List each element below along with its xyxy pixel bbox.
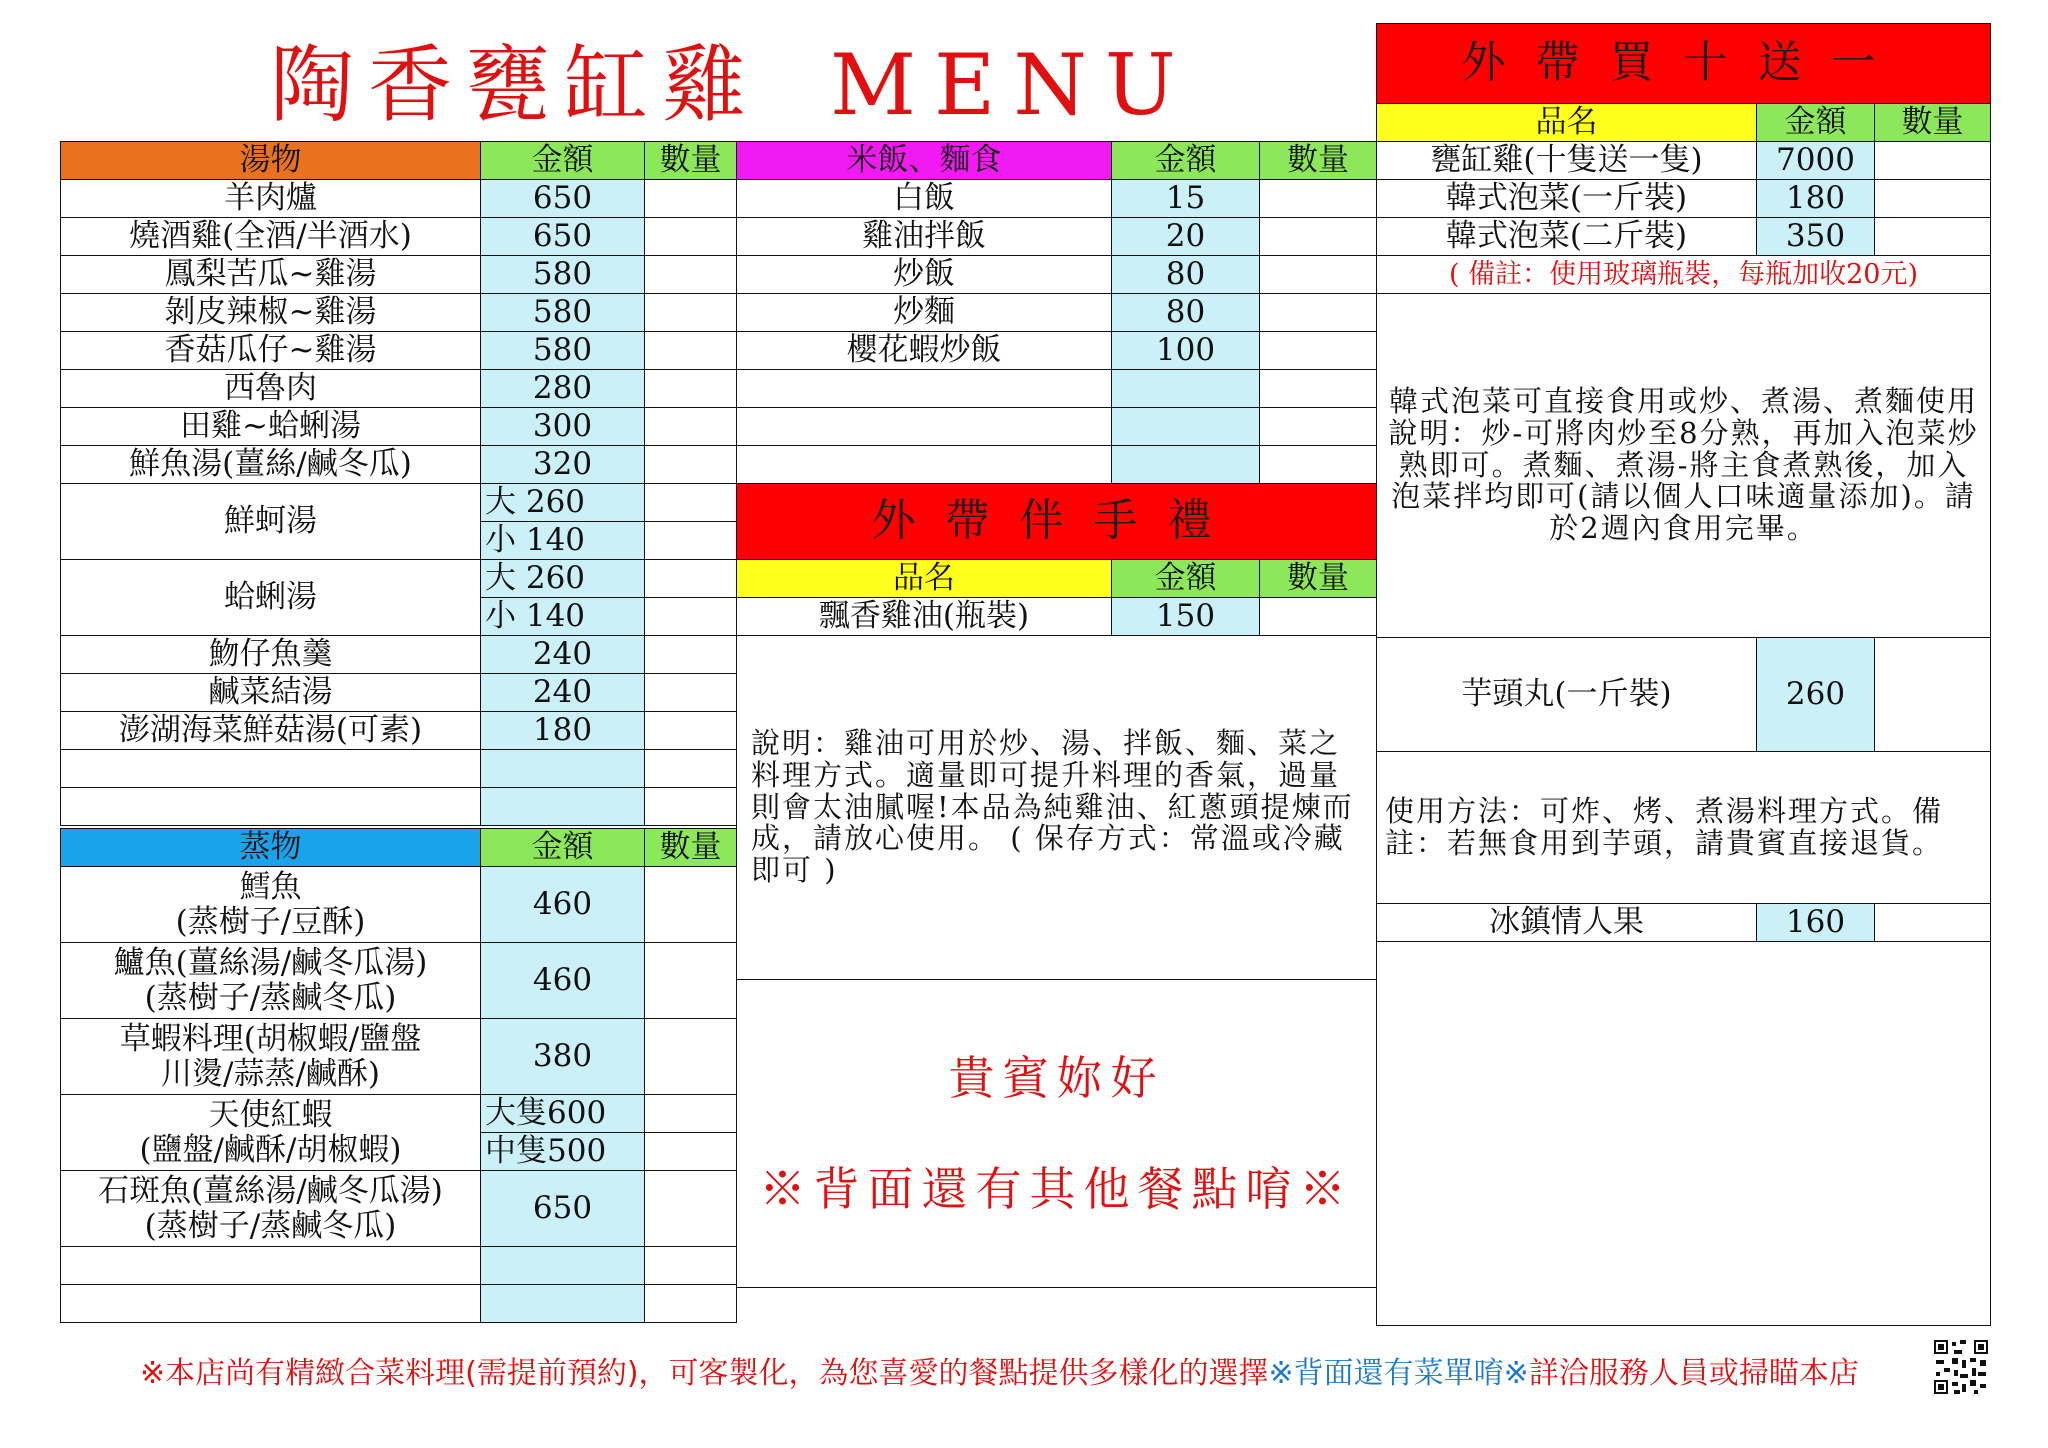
soups-table (60, 141, 737, 826)
menu-item: 飄香雞油(瓶裝) (737, 598, 1112, 636)
item-price: 580 (481, 294, 645, 332)
qty-cell[interactable] (645, 484, 737, 522)
qty-cell[interactable] (1875, 904, 1991, 942)
qr-code-icon[interactable] (1932, 1338, 1990, 1396)
menu-item: 櫻花蝦炒飯 (737, 332, 1112, 370)
item-price: 650 (481, 1171, 645, 1247)
menu-item: 魩仔魚羹 (61, 636, 481, 674)
soups-header: 湯物 (61, 142, 481, 180)
menu-item: 炒麵 (737, 294, 1112, 332)
item-price: 280 (481, 370, 645, 408)
qty-cell[interactable] (1875, 180, 1991, 218)
menu-item: 田雞~蛤蜊湯 (61, 408, 481, 446)
item-price: 15 (1112, 180, 1260, 218)
menu-item: 香菇瓜仔~雞湯 (61, 332, 481, 370)
qty-cell[interactable] (645, 332, 737, 370)
qty-header: 數量 (1260, 142, 1377, 180)
empty-row (61, 1247, 481, 1285)
qty-cell[interactable] (645, 788, 737, 826)
footer-back-note: ※背面還有菜單唷※ (1268, 1356, 1529, 1391)
menu-item: 韓式泡菜(一斤裝) (1377, 180, 1757, 218)
menu-item: 鮮蚵湯 (61, 484, 481, 560)
menu-item: 天使紅蝦 (鹽盤/鹹酥/胡椒蝦) (61, 1095, 481, 1171)
price-header: 金額 (1112, 142, 1260, 180)
taro-description: 使用方法：可炸、烤、煮湯料理方式。備註：若無食用到芋頭，請貴賓直接退貨。 (1377, 752, 1991, 904)
menu-item: 蛤蜊湯 (61, 560, 481, 636)
item-price: 7000 (1757, 142, 1875, 180)
empty-row (61, 788, 481, 826)
menu-item: 炒飯 (737, 256, 1112, 294)
menu-item: 甕缸雞(十隻送一隻) (1377, 142, 1757, 180)
empty-row (737, 370, 1112, 408)
footer-contact: 詳洽服務人員或掃瞄本店 (1528, 1356, 1859, 1391)
item-price: 650 (481, 218, 645, 256)
menu-title (270, 30, 1194, 140)
menu-label: MENU (830, 36, 1194, 134)
qty-cell[interactable] (1875, 638, 1991, 752)
chicken-oil-description: 說明：雞油可用於炒、湯、拌飯、麵、菜之料理方式。適量即可提升料理的香氣，過量則會太油膩喔!本品為純雞油、紅蔥頭提煉而成，請放心使用。 ( 保存方式：常溫或冷藏即可 ) (737, 636, 1377, 980)
item-price: 20 (1112, 218, 1260, 256)
qty-cell[interactable] (645, 256, 737, 294)
empty-row (737, 446, 1112, 484)
item-price: 460 (481, 867, 645, 943)
qty-cell[interactable] (645, 1133, 737, 1171)
rice-table (736, 141, 1377, 1288)
item-price: 320 (481, 446, 645, 484)
large-price: 大 260 (481, 560, 645, 598)
menu-item: 鮮魚湯(薑絲/鹹冬瓜) (61, 446, 481, 484)
qty-cell[interactable] (645, 370, 737, 408)
qty-cell[interactable] (1875, 218, 1991, 256)
empty-price (1112, 446, 1260, 484)
menu-item: 韓式泡菜(二斤裝) (1377, 218, 1757, 256)
menu-item: 石斑魚(薑絲湯/鹹冬瓜湯) (蒸樹子/蒸鹹冬瓜) (61, 1171, 481, 1247)
item-price: 160 (1757, 904, 1875, 942)
item-price: 150 (1112, 598, 1260, 636)
item-price: 240 (481, 636, 645, 674)
item-price: 380 (481, 1019, 645, 1095)
qty-cell[interactable] (1260, 218, 1377, 256)
empty-row (61, 1285, 481, 1323)
qty-cell[interactable] (645, 636, 737, 674)
price-header: 金額 (1757, 104, 1875, 142)
item-price: 580 (481, 332, 645, 370)
name-header: 品名 (737, 560, 1112, 598)
qty-cell[interactable] (645, 1247, 737, 1285)
qty-cell[interactable] (1260, 180, 1377, 218)
qty-cell[interactable] (645, 408, 737, 446)
footer-text: ※本店尚有精緻合菜料理(需提前預約)，可客製化，為您喜愛的餐點提供多樣化的選擇 (140, 1356, 1269, 1391)
empty-row (61, 750, 481, 788)
qty-cell[interactable] (1260, 446, 1377, 484)
menu-item: 芋頭丸(一斤裝) (1377, 638, 1757, 752)
empty-panel (1377, 942, 1991, 1326)
item-price: 650 (481, 180, 645, 218)
restaurant-name: 陶香甕缸雞 (270, 36, 761, 134)
steamed-table (60, 828, 737, 1323)
empty-price (1112, 370, 1260, 408)
qty-cell[interactable] (645, 294, 737, 332)
footer-note (140, 1348, 1920, 1392)
menu-item: 西魯肉 (61, 370, 481, 408)
name-header: 品名 (1377, 104, 1757, 142)
qty-cell[interactable] (1875, 142, 1991, 180)
qty-cell[interactable] (1260, 332, 1377, 370)
menu-item: 鹹菜結湯 (61, 674, 481, 712)
back-page-note: ※背面還有其他餐點唷※ (759, 1161, 1354, 1216)
large-price: 大 260 (481, 484, 645, 522)
rice-header: 米飯、麵食 (737, 142, 1112, 180)
qty-cell[interactable] (645, 712, 737, 750)
item-price: 460 (481, 943, 645, 1019)
qty-cell[interactable] (1260, 294, 1377, 332)
empty-price (1112, 408, 1260, 446)
medium-price: 中隻500 (481, 1133, 645, 1171)
item-price: 260 (1757, 638, 1875, 752)
item-price: 180 (481, 712, 645, 750)
small-price: 小 140 (481, 522, 645, 560)
qty-cell[interactable] (645, 1095, 737, 1133)
qty-cell[interactable] (645, 1285, 737, 1323)
empty-price (481, 1285, 645, 1323)
menu-item: 鱈魚 (蒸樹子/豆酥) (61, 867, 481, 943)
menu-item: 澎湖海菜鮮菇湯(可素) (61, 712, 481, 750)
item-price: 350 (1757, 218, 1875, 256)
small-price: 小 140 (481, 598, 645, 636)
menu-item: 鱸魚(薑絲湯/鹹冬瓜湯) (蒸樹子/蒸鹹冬瓜) (61, 943, 481, 1019)
item-price: 180 (1757, 180, 1875, 218)
qty-header: 數量 (645, 829, 737, 867)
empty-price (481, 788, 645, 826)
qty-header: 數量 (1260, 560, 1377, 598)
steamed-header: 蒸物 (61, 829, 481, 867)
menu-item: 燒酒雞(全酒/半酒水) (61, 218, 481, 256)
bottle-note: ( 備註：使用玻璃瓶裝，每瓶加收20元) (1377, 256, 1991, 294)
item-price: 80 (1112, 256, 1260, 294)
empty-price (481, 750, 645, 788)
item-price: 240 (481, 674, 645, 712)
qty-cell[interactable] (645, 598, 737, 636)
qty-cell[interactable] (645, 560, 737, 598)
menu-item: 白飯 (737, 180, 1112, 218)
qty-cell[interactable] (645, 446, 737, 484)
menu-item: 剝皮辣椒~雞湯 (61, 294, 481, 332)
qty-header: 數量 (1875, 104, 1991, 142)
qty-cell[interactable] (1260, 256, 1377, 294)
qty-cell[interactable] (645, 674, 737, 712)
menu-item: 冰鎮情人果 (1377, 904, 1757, 942)
kimchi-description: 韓式泡菜可直接食用或炒、煮湯、煮麵使用說明：炒-可將肉炒至8分熟，再加入泡菜炒熟即可。煮麵、煮湯-將主食煮熟後，加入泡菜拌均即可(請以個人口味適量添加)。請於2週內食用完畢。 (1377, 294, 1991, 638)
qty-cell[interactable] (645, 1171, 737, 1247)
menu-item: 羊肉爐 (61, 180, 481, 218)
qty-cell[interactable] (1260, 408, 1377, 446)
qty-cell[interactable] (1260, 370, 1377, 408)
takeout-table (1376, 23, 1991, 1326)
takeout-banner: 外帶買十送一 (1377, 24, 1991, 104)
item-price: 300 (481, 408, 645, 446)
item-price: 100 (1112, 332, 1260, 370)
menu-item: 草蝦料理(胡椒蝦/鹽盤 川燙/蒜蒸/鹹酥) (61, 1019, 481, 1095)
qty-cell[interactable] (645, 1019, 737, 1095)
price-header: 金額 (481, 829, 645, 867)
empty-row (737, 408, 1112, 446)
price-header: 金額 (1112, 560, 1260, 598)
item-price: 80 (1112, 294, 1260, 332)
price-header: 金額 (481, 142, 645, 180)
greeting-text: 貴賓妳好 (948, 1050, 1165, 1105)
empty-price (481, 1247, 645, 1285)
qty-cell[interactable] (645, 218, 737, 256)
qty-cell[interactable] (1260, 598, 1377, 636)
item-price: 580 (481, 256, 645, 294)
qty-cell[interactable] (645, 180, 737, 218)
gift-banner: 外帶伴手禮 (737, 484, 1377, 560)
qty-cell[interactable] (645, 943, 737, 1019)
qty-cell[interactable] (645, 522, 737, 560)
large-price: 大隻600 (481, 1095, 645, 1133)
menu-item: 雞油拌飯 (737, 218, 1112, 256)
qty-header: 數量 (645, 142, 737, 180)
qty-cell[interactable] (645, 750, 737, 788)
qty-cell[interactable] (645, 867, 737, 943)
greeting-panel (737, 980, 1377, 1288)
menu-item: 鳳梨苦瓜~雞湯 (61, 256, 481, 294)
